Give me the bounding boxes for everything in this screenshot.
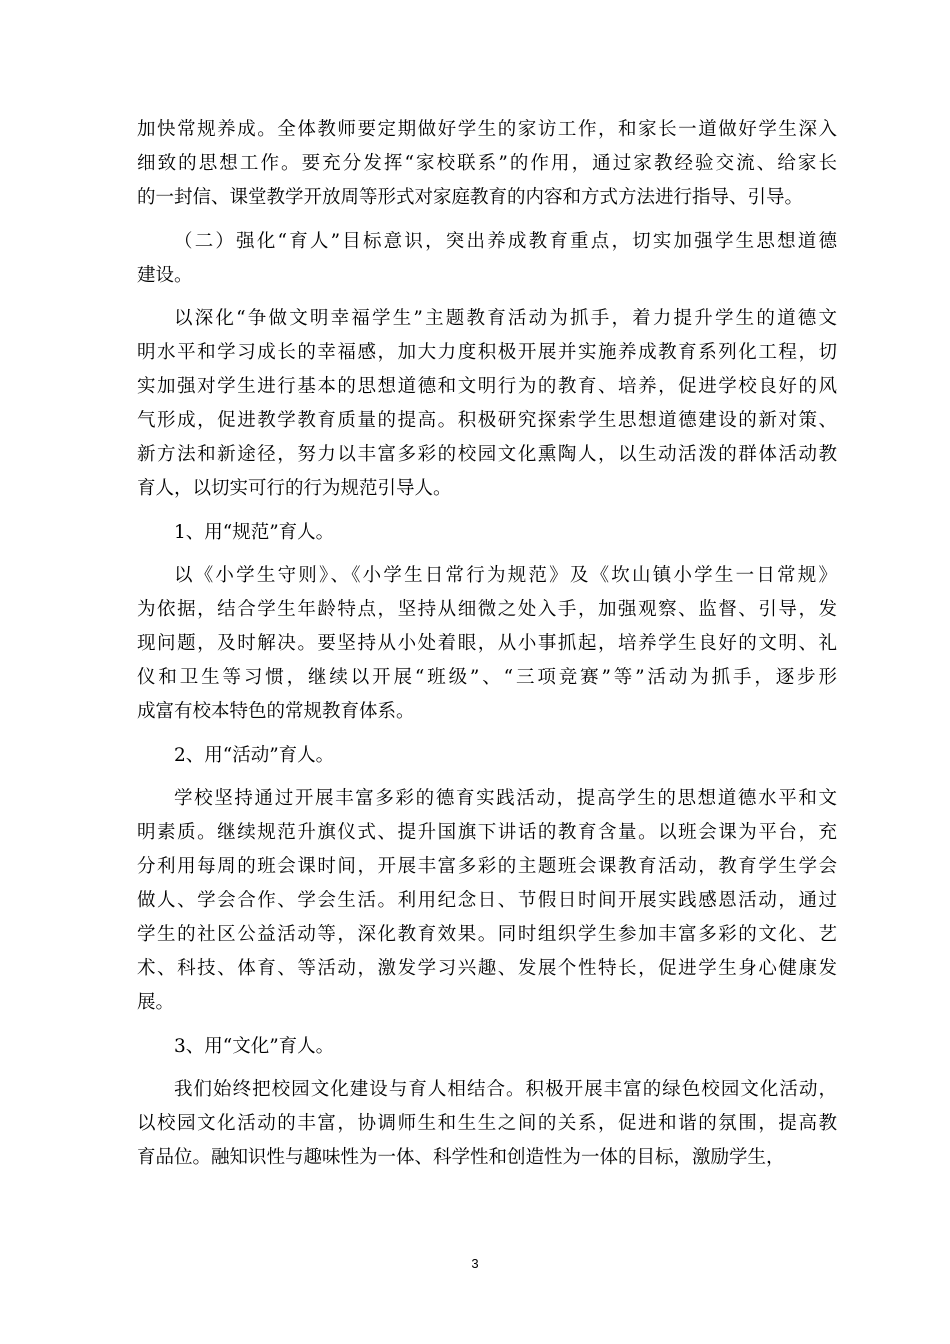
text-line: 为依据，结合学生年龄特点，坚持从细微之处入手，加强观察、监督、引导，发 (137, 599, 837, 620)
text-line: 育人，以切实可行的行为规范引导人。 (137, 478, 452, 499)
text-line: 展。 (137, 992, 175, 1013)
paragraph-gap (137, 550, 837, 560)
text-line: 学生的社区公益活动等，深化教育效果。同时组织学生参加丰富多彩的文化、艺 (137, 924, 837, 945)
text-line: 以深化“争做文明幸福学生”主题教育活动为抓手，着力提升学生的道德文 (174, 308, 837, 329)
paragraph (137, 739, 837, 773)
paragraph (137, 113, 837, 215)
text-line: 以校园文化活动的丰富，协调师生和生生之间的关系，促进和谐的氛围，提高教 (137, 1113, 837, 1134)
text-line: 2、用“活动”育人。 (174, 744, 335, 766)
paragraph-gap (137, 293, 837, 303)
text-line: 新方法和新途径，努力以丰富多彩的校园文化熏陶人，以生动活泼的群体活动教 (137, 444, 837, 465)
paragraph (137, 782, 837, 1020)
paragraph (137, 516, 837, 550)
text-line: 加快常规养成。全体教师要定期做好学生的家访工作，和家长一道做好学生深入 (137, 119, 837, 140)
paragraph (137, 559, 837, 729)
text-line: 术、科技、体育、等活动，激发学习兴趣、发展个性特长，促进学生身心健康发 (137, 958, 837, 979)
body-text (137, 113, 837, 1175)
paragraph (137, 1030, 837, 1064)
text-line: 做人、学会合作、学会生活。利用纪念日、节假日时间开展实践感恩活动，通过 (137, 890, 837, 911)
text-line: 气形成，促进教学教育质量的提高。积极研究探索学生思想道德建设的新对策、 (137, 410, 837, 431)
paragraph-gap (137, 729, 837, 739)
text-line: 分利用每周的班会课时间，开展丰富多彩的主题班会课教育活动，教育学生学会 (137, 856, 837, 877)
paragraph-gap (137, 1020, 837, 1030)
text-line: 成富有校本特色的常规教育体系。 (137, 701, 415, 722)
page-number: 3 (471, 1256, 479, 1271)
text-line: 细致的思想工作。要充分发挥“家校联系”的作用，通过家教经验交流、给家长 (137, 153, 837, 174)
text-line: 仪和卫生等习惯，继续以开展“班级”、“三项竞赛”等”活动为抓手，逐步形 (137, 667, 837, 688)
text-line: 3、用“文化”育人。 (174, 1035, 335, 1057)
text-line: （二）强化“育人”目标意识，突出养成教育重点，切实加强学生思想道德 (174, 230, 837, 252)
paragraph (137, 225, 837, 293)
text-line: 建设。 (137, 264, 193, 286)
paragraph-gap (137, 773, 837, 783)
text-line: 明素质。继续规范升旗仪式、提升国旗下讲话的教育含量。以班会课为平台，充 (137, 822, 837, 843)
text-line: 现问题，及时解决。要坚持从小处着眼，从小事抓起，培养学生良好的文明、礼 (137, 633, 837, 654)
paragraph-gap (137, 215, 837, 225)
text-line: 1、用“规范”育人。 (174, 521, 335, 543)
text-line: 的一封信、课堂教学开放周等形式对家庭教育的内容和方式方法进行指导、引导。 (137, 187, 804, 208)
text-line: 以《小学生守则》、《小学生日常行为规范》及《坎山镇小学生一日常规》 (174, 565, 837, 586)
paragraph (137, 1073, 837, 1175)
paragraph (137, 302, 837, 506)
text-line: 我们始终把校园文化建设与育人相结合。积极开展丰富的绿色校园文化活动， (174, 1079, 837, 1100)
text-line: 实加强对学生进行基本的思想道德和文明行为的教育、培养，促进学校良好的风 (137, 376, 837, 397)
paragraph-gap (137, 1064, 837, 1074)
text-line: 学校坚持通过开展丰富多彩的德育实践活动，提高学生的思想道德水平和文 (174, 788, 837, 809)
text-line: 育品位。融知识性与趣味性为一体、科学性和创造性为一体的目标，激励学生， (137, 1147, 785, 1168)
paragraph-gap (137, 506, 837, 516)
text-line: 明水平和学习成长的幸福感，加大力度积极开展并实施养成教育系列化工程，切 (137, 342, 837, 363)
